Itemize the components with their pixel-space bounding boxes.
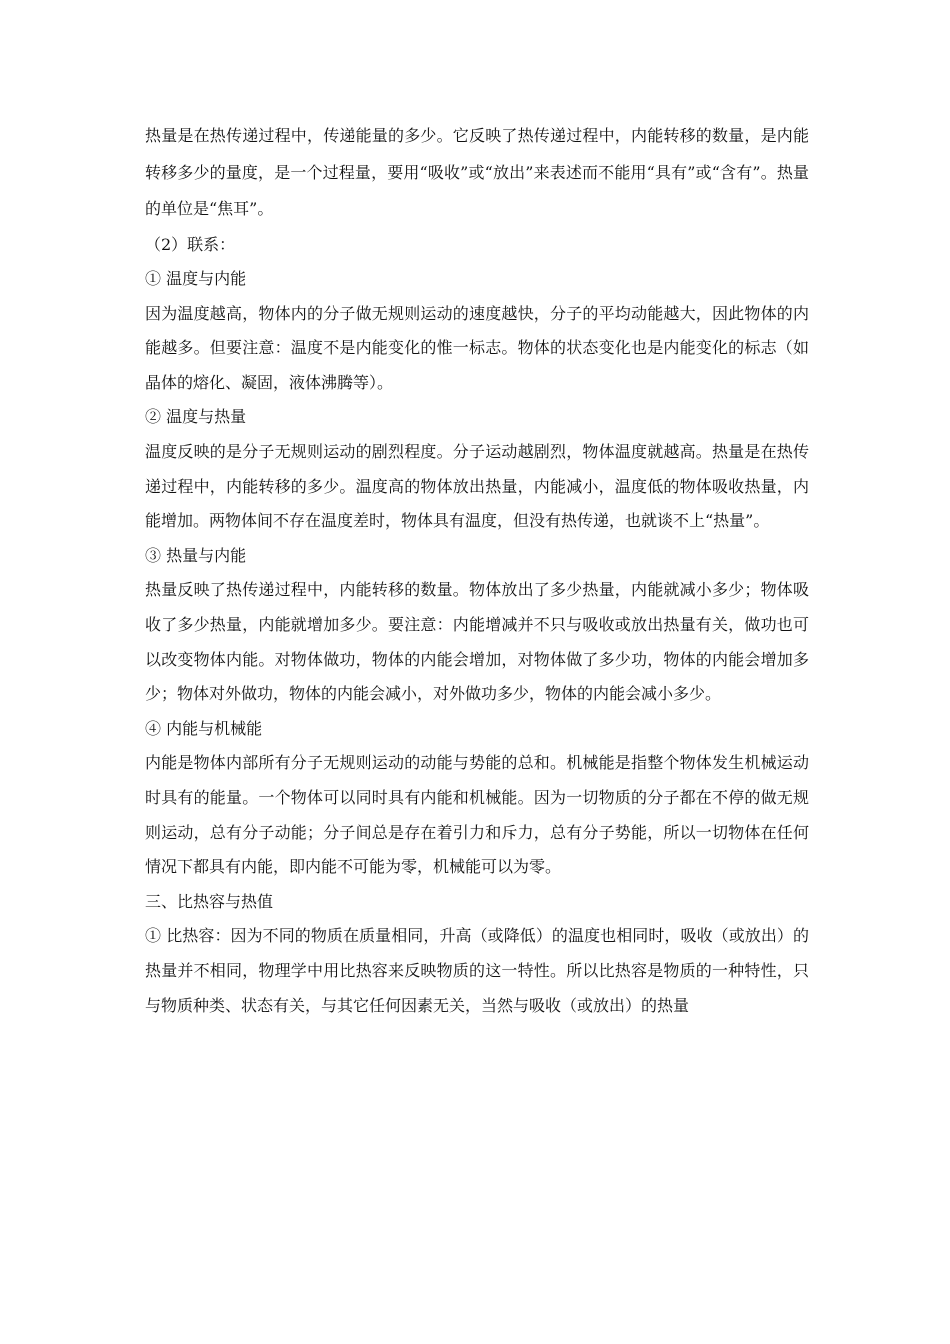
section-heading-relations: （2）联系： xyxy=(145,234,236,254)
paragraph-temperature-internal-energy: 因为温度越高，物体内的分子做无规则运动的速度越快，分子的平均动能越大，因此物体的内能越多。但要注意：温度不是内能变化的惟一标志。物体的状态变化也是内能变化的标志（如晶体的熔化、凝固，液体沸腾等）。 xyxy=(145,303,809,392)
paragraph-heat-internal-energy: 热量反映了热传递过程中，内能转移的数量。物体放出了多少热量，内能就减小多少；物体吸收了多少热量，内能就增加多少。要注意：内能增减并不只与吸收或放出热量有关，做功也可以改变物体内能。对物体做功，物体的内能会增加，对物体做了多少功，物体的内能会增加多少；物体对外做功，物体的内能会减小，对外做功多少，物体的内能会减小多少。 xyxy=(145,580,809,704)
paragraph-temperature-heat: 温度反映的是分子无规则运动的剧烈程度。分子运动越剧烈，物体温度就越高。热量是在热传递过程中，内能转移的多少。温度高的物体放出热量，内能减小，温度低的物体吸收热量，内能增加。两物体间不存在温度差时，物体具有温度，但没有热传递，也就谈不上“热量”。 xyxy=(145,442,809,531)
document-body xyxy=(145,118,809,1023)
paragraph-specific-heat: ① 比热容：因为不同的物质在质量相同，升高（或降低）的温度也相同时，吸收（或放出）的热量并不相同，物理学中用比热容来反映物质的这一特性。所以比热容是物质的一种特性，只与物质种类、状态有关，与其它任何因素无关，当然与吸收（或放出）的热量 xyxy=(145,926,809,1015)
paragraph-internal-mechanical-energy: 内能是物体内部所有分子无规则运动的动能与势能的总和。机械能是指整个物体发生机械运动时具有的能量。一个物体可以同时具有内能和机械能。因为一切物质的分子都在不停的做无规则运动，总有分子动能；分子间总是存在着引力和斥力，总有分子势能，所以一切物体在任何情况下都具有内能，即内能不可能为零，机械能可以为零。 xyxy=(145,753,809,877)
subheading-temperature-internal-energy: ① 温度与内能 xyxy=(145,269,247,289)
paragraph-heat-definition: 热量是在热传递过程中，传递能量的多少。它反映了热传递过程中，内能转移的数量，是内能转移多少的量度，是一个过程量，要用“吸收”或“放出”来表述而不能用“具有”或“含有”。热量的单位是“焦耳”。 xyxy=(145,126,809,218)
subheading-internal-mechanical-energy: ④ 内能与机械能 xyxy=(145,718,263,738)
subheading-temperature-heat: ② 温度与热量 xyxy=(145,407,247,427)
subheading-heat-internal-energy: ③ 热量与内能 xyxy=(145,545,247,565)
section-heading-specific-heat: 三、比热容与热值 xyxy=(145,891,274,911)
